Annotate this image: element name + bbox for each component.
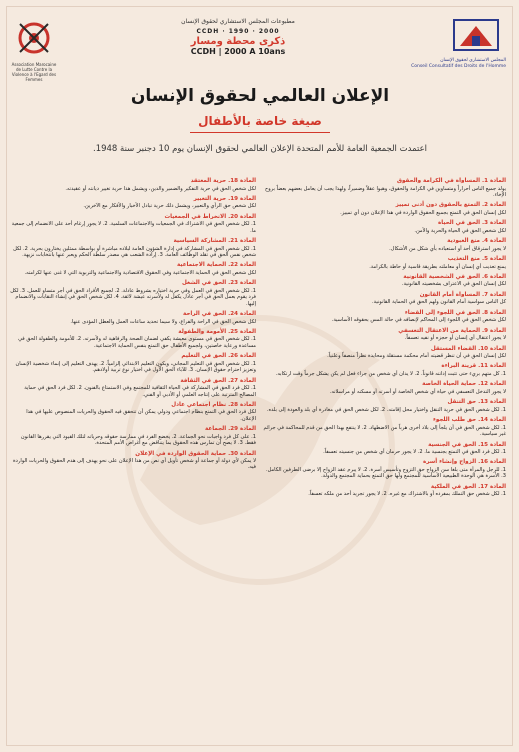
article-heading: المادة 9. الحماية من الاعتقال التعسفي [398,327,506,334]
article-text: 1. لكل شخص الحق في التعليم المجاني، ويكون التعليم الابتدائي إلزامياً. 2. يهدف التعليم إلى إنماء شخصية الإنسان وتعزيز احترام حقوق الإنسان. 3. للآباء الحق الأول في اختيار نوع تربية أولادهم. [15,360,256,374]
article-text: 1. لكل فرد الحق في التمتع بجنسية ما. 2. لا يجوز حرمان أي شخص من جنسيته تعسفاً. [323,449,506,455]
article [10,280,256,307]
article-heading: المادة 20. الانخراط في الجمعيات [164,213,256,220]
page-subtitle: صيغة خاصة بالأطفال [198,114,322,128]
article [10,196,256,210]
article [10,402,256,422]
subtitle-underline [190,132,330,133]
article [260,442,506,456]
article [10,262,256,276]
article-heading: المادة 27. الحق في الثقافة [180,377,256,384]
article [260,363,506,377]
article-text: 1. على كل فرد واجبات نحو الجماعة. 2. يخضع الفرد في ممارسة حقوقه وحرياته لتلك القيود التي يقررها القانون فقط. 3. لا يصح أن تمارس هذه الحقوق بما يتناقض مع أغراض الأمم المتحدة. [20,433,256,447]
article-heading: المادة 24. الحق في الراحة [182,311,256,318]
article-text: لكل إنسان الحق في أن تنظر قضيته أمام محكمة مستقلة ومحايدة نظراً منصفاً وعلنياً. [327,353,506,360]
article-heading: المادة 29. الجماعة [205,426,256,433]
article-heading: المادة 12. حماية الحياة الخاصة [422,381,506,388]
article-heading: المادة 5. منع التعذيب [447,256,506,263]
article-heading: المادة 22. الحماية الاجتماعية [177,262,256,269]
articles-column-left [10,178,256,475]
banner-line-4: CCDH | 2000 A 10ans [190,47,286,56]
article-heading: المادة 1. المساواة في الكرامة والحقوق [397,178,506,184]
article-heading: المادة 2. التمتع بالحقوق دون أدنى تمييز [395,202,506,209]
article-text: لكل شخص الحق في الحياة والحرية والأمن. [414,227,506,234]
article [10,238,256,258]
banner-line-3: ذكرى محطة ومسار [190,36,286,47]
article-text: لكل إنسان الحق في الاعتراف بشخصيته القانونية. [401,281,506,288]
article [260,202,506,216]
article-heading: المادة 30. حماية الحقوق الواردة في الإعلان [135,450,256,457]
article-heading: المادة 14. حق طلب اللجوء [432,417,506,424]
article-text: 1. لكل شخص الحق في مستوى معيشة يكفي لضمان الصحة والرفاهية له ولأسرته. 2. للأمومة والطفولة الحق في مساعدة ورعاية خاصتين، ولجميع الأطفال حق التمتع بنفس الحماية الاجتماعية. [18,336,256,349]
article-heading: المادة 18. حرية المعتقد [190,178,256,184]
article-text: لكل شخص حق الرأي والتعبير، ويشمل ذلك حرية تبادل الأخبار والأفكار مع الآخرين. [83,203,256,210]
article-text: لكل شخص الحق في الحماية الاجتماعية وفي الحقوق الاقتصادية والاجتماعية والتربوية التي لا غنى عنها لكرامته. [24,269,256,276]
article-text: لكل شخص الحق في الراحة والفراغ، ولا سيما تحديد ساعات العمل والعطل المؤدى عنها. [70,318,256,325]
article [260,220,506,234]
articles-column-right [260,178,506,502]
article-heading: المادة 8. الحق في اللجوء إلى القضاء [404,309,506,316]
article [260,399,506,413]
article-heading: المادة 23. الحق في الشغل [181,280,256,287]
article [10,378,256,398]
article-text: لا يجوز التدخل التعسفي في حياة أي شخص الخاصة أو أسرته أو مسكنه أو مراسلاته. [329,388,506,395]
article [260,459,506,479]
article [260,310,506,324]
article-heading: المادة 6. الحق في الشخصية القانونية [403,273,506,280]
article-text: يمنع تعذيب أي إنسان أو معاملته بطريقة قاسية أو حاطة بالكرامة. [369,263,506,270]
intro-text: اعتمدت الجمعية العامة للأمم المتحدة الإعلان العالمي لحقوق الإنسان يوم 10 دجنبر سنة 1948. [92,144,427,154]
page-title: الإعلان العالمي لحقوق الإنسان [130,86,390,106]
article-heading: المادة 11. قرينة البراءة [441,363,506,370]
article [260,274,506,288]
article [10,214,256,234]
article-text: 1. لكل شخص الحق في حرية التنقل واختيار محل إقامته. 2. لكل شخص الحق في مغادرة أي بلد والعودة إلى بلده. [266,406,506,413]
article [260,238,506,252]
article-text: 1. لكل شخص الحق في أن يلجأ إلى بلاد أخرى هرباً من الاضطهاد. 2. لا ينتفع بهذا الحق من قدم للمحاكمة في جرائم غير سياسية. [263,424,506,438]
ccdh-logo-icon [450,16,502,60]
article-text: 1. لكل شخص الحق في الاشتراك في الجمعيات والاجتماعات السلمية. 2. لا يجوز إرغام أحد على الانضمام إلى جمعية ما. [11,221,256,234]
article [10,353,256,373]
page-header [0,0,519,82]
article-text: لكل إنسان الحق في التمتع بجميع الحقوق الواردة في هذا الإعلان دون أي تمييز. [340,209,506,216]
article-text: لا يمكن لأي دولة أو جماعة أو شخص تأويل أي نص من هذا الإعلان على نحو يهدف إلى هدم الحقوق والحريات الواردة فيه. [13,458,256,471]
article-text: كل الناس سواسية أمام القانون ولهم الحق في الحماية القانونية. [372,299,506,306]
article-text: لكل فرد الحق في التمتع بنظام اجتماعي ودولي يمكن أن تتحقق فيه الحقوق والحريات المنصوص عليها في هذا الإعلان. [26,409,256,422]
ccdh-caption-ar: المجلس الاستشاري لحقوق الإنسان [440,58,506,63]
article-text: 1. لكل شخص حق التملك بمفرده أو بالاشتراك مع غيره. 2. لا يجوز تجريد أحد من ملكه تعسفاً. [308,491,506,498]
article [260,484,506,498]
banner-line-1: مطبوعات المجلس الاستشاري لحقوق الإنسان [181,18,295,25]
article [10,178,256,192]
article-text: لكل شخص الحق في حرية التفكير والضمير والدين، ويشمل هذا حرية تغيير ديانته أو عقيدته. [65,185,256,192]
anniversary-banner [118,18,358,56]
article [260,328,506,342]
ccdh-logo-caption [410,58,506,70]
article [260,346,506,360]
article-text: 1. للرجل والمرأة متى بلغا سن الزواج حق التزوج وتأسيس أسرة. 2. لا يبرم عقد الزواج إلا برضى الطرفين الكامل. 3. الأسرة هي الوحدة الطبيعية الأساسية للمجتمع ولها حق التمتع بحماية المجتمع والدولة. [265,466,506,480]
article-heading: المادة 21. المشاركة السياسية [173,238,256,245]
article-heading: المادة 15. الحق في الجنسية [428,441,506,448]
banner-line-2: CCDH · 1990 · 2000 [196,28,280,35]
article [10,311,256,325]
article [260,256,506,270]
association-logo-caption: Association Marocaine de Lutte Contre la Violence à l'Egard des Femmes [11,62,57,82]
article-heading: المادة 7. المساواة أمام القانون [419,291,506,298]
article-text: 1. لكل شخص الحق في العمل وفي حرية اختياره بشروط عادلة. 2. لجميع الأفراد الحق في أجر متساو للعمل. 3. لكل فرد يقوم بعمل الحق في أجر عادل يكفل له ولأسرته عيشة لائقة. 4. لكل شخص الحق في إنشاء النقابات والانضمام إليها. [10,287,256,307]
article-heading: المادة 25. الأمومة والطفولة [178,328,256,335]
article-heading: المادة 19. حرية التعبير [193,195,256,202]
article-heading: المادة 28. نظام اجتماعي عادل [171,401,256,408]
article [260,178,506,198]
article-text: لا يجوز اعتقال أي إنسان أو حجزه أو نفيه تعسفاً. [404,335,506,342]
article [10,329,256,349]
article [260,381,506,395]
article-heading: المادة 10. القضاء المستقل [430,345,506,352]
article-heading: المادة 17. الحق في الملكية [430,483,506,490]
ccdh-caption-fr: Conseil Consultatif des Droits de l'Homme [411,64,506,69]
article-text: 1. لكل شخص الحق في المشاركة في إدارة الشؤون العامة لبلاده مباشرة أو بواسطة ممثلين يختارون بحرية. 2. لكل شخص نفس الحق في تقلد الوظائف العامة. 3. إرادة الشعب هي مصدر سلطة الحكم ويعبر عنها بانتخابات نزيهة. [13,245,256,259]
article-text: لا يجوز استرقاق أحد أو استعباده بأي شكل من الأشكال. [389,245,506,252]
article [10,426,256,446]
article-heading: المادة 16. الزواج وإنشاء أسرة [422,459,506,466]
article-text: لكل شخص الحق في اللجوء إلى المحاكم لإنصافه في حالة المس بحقوقه الأساسية. [331,317,506,324]
article-text: 1. كل متهم بريء حتى تثبت إدانته قانوناً. 2. لا يدان أي شخص من جراء فعل لم يكن يشكل جرماً وقت ارتكابه. [275,370,506,377]
article [260,292,506,306]
article-text: 1. لكل فرد الحق في المشاركة في الحياة الثقافية للمجتمع وفي الاستمتاع بالفنون. 2. لكل فرد الحق في حماية المصالح المترتبة على إنتاجه العلمي أو الأدبي أو الفني. [24,385,256,398]
article-text: يولد جميع الناس أحراراً ومتساوين في الكرامة والحقوق، وهبوا عقلاً وضميراً، ولهذا يجب أن يعامل بعضهم بعضاً بروح الإخاء. [264,185,506,198]
article-heading: المادة 26. الحق في التعليم [181,353,256,360]
article-heading: المادة 13. حق التنقل [447,399,506,406]
article-heading: المادة 4. منع العبودية [447,238,506,245]
article [10,451,256,471]
article-heading: المادة 3. الحق في الحياة [437,220,506,227]
article [260,417,506,437]
